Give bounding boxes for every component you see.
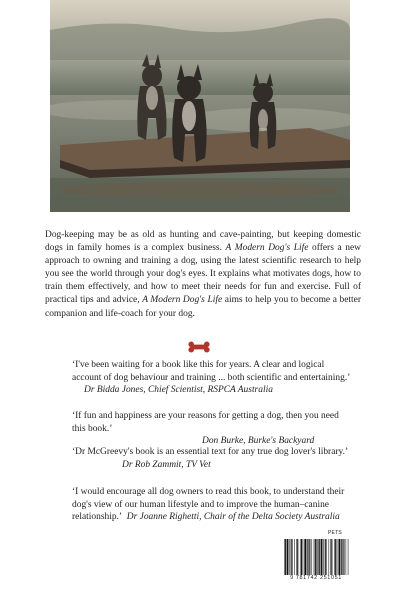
dog-bone-icon: [188, 341, 210, 353]
review-quote-4: [72, 486, 352, 524]
quote-text: ‘Dr McGreevy's book is an essential text for any true dog lover's library.’: [72, 447, 349, 457]
back-cover-blurb: [45, 229, 361, 321]
blurb-part-2: offers a new approach to owning and training a dog, using the latest scientific research to help you see the world through your dog's eyes. It explains what motivates dogs, how to train them effectively, and how to meet their needs for fun and exercise. Full of practical tips and advice,: [45, 243, 361, 306]
quote-text: ‘I've been waiting for a book like this for years. A clear and logical account of dog behaviour and training ... both scientific and entertaining.’: [72, 360, 351, 383]
blurb-part-3: aims to help you to become a better companion and life-coach for your dog.: [45, 295, 362, 319]
quote-text-body: ‘I would encourage all dog owners to read this book, to understand their dog's view of our human lifestyle and to improve the human–canine relationship.’: [72, 487, 345, 523]
barcode-bars: [282, 539, 350, 575]
quote-attribution: Dr Rob Zammit, TV Vet: [122, 459, 211, 470]
blurb-part-1: Dog-keeping may be as old as hunting and cave-painting, but keeping domestic dogs in family homes is a complex business.: [45, 230, 361, 254]
category-label: PETS: [328, 530, 342, 536]
cover-photo-dogs-on-jetty: [50, 0, 350, 212]
quote-attribution: Don Burke, Burke's Backyard: [202, 436, 315, 447]
review-quote-3: [72, 446, 352, 471]
quote-attribution: Dr Joanne Righetti, Chair of the Delta Society Australia: [126, 512, 340, 523]
blurb-book-title-1: A Modern Dog's Life: [225, 243, 309, 254]
quote-text: ‘If fun and happiness are your reasons for getting a dog, then you need this book.’: [72, 411, 339, 434]
blurb-book-title-2: A Modern Dog's Life: [142, 295, 223, 306]
quote-text: [72, 486, 352, 524]
isbn-digits: 9 781742 251051: [290, 575, 342, 581]
isbn-barcode: [282, 531, 350, 589]
review-quote-2: [72, 410, 352, 448]
quote-attribution: Dr Bidda Jones, Chief Scientist, RSPCA Australia: [84, 385, 273, 396]
review-quote-1: [72, 359, 352, 397]
